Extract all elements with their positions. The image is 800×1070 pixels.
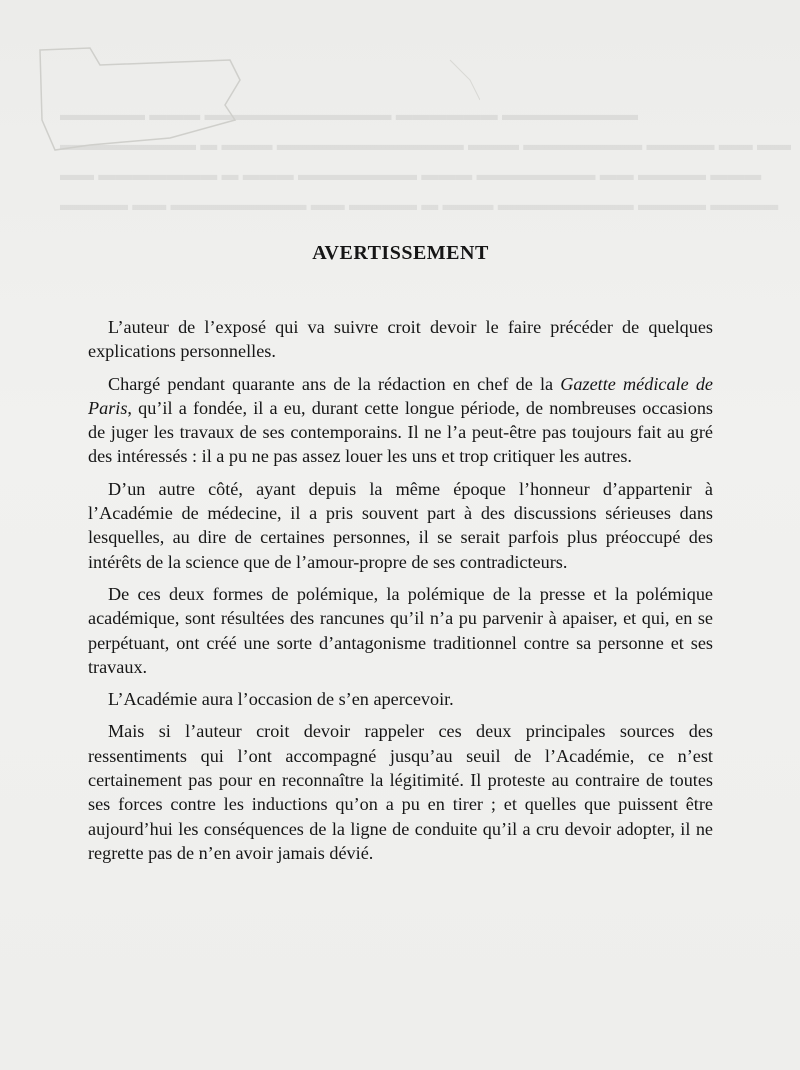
page-title: AVERTISSEMENT — [312, 242, 489, 264]
paragraph: Mais si l’auteur croit devoir rappeler ces deux principales sources des ressentiments qui l’ont accompagné jusqu’au seuil de l’Académie, ce n’est certainement pas pour en reconnaître la légitimité. Il proteste au contraire de toutes ses forces contre les inductions qu’on a pu en tirer ; et quelles que puissent être aujourd’hui les conséquences de la ligne de conduite qu’il a cru devoir adopter, il ne regrette pas de n’en avoir jamais dévié. — [88, 721, 713, 863]
paragraph: De ces deux formes de polémique, la polémique de la presse et la polémique académique, sont résultées des rancunes qu’il n’a pu parvenir à apaiser, et qui, en se perpétuant, ont créé une sorte d’antagonisme traditionnel contre sa personne et ses travaux. — [88, 583, 713, 677]
paragraph: L’Académie aura l’occasion de s’en apercevoir. — [108, 689, 454, 710]
show-through-texture: ▬▬▬▬▬ ▬▬▬ ▬▬▬▬▬▬▬▬▬▬▬ ▬▬▬▬▬▬ ▬▬▬▬▬▬▬▬ ▬▬▬▬▬▬▬▬ ▬ ▬▬▬ ▬▬▬▬▬▬▬▬▬▬▬ ▬▬▬ ▬▬▬▬▬▬▬ ▬▬▬▬ ▬▬ ▬▬ ▬▬ ▬▬▬▬▬▬▬ ▬ ▬▬▬ ▬▬▬▬▬▬▬ ▬▬▬ ▬▬▬▬▬▬▬ ▬▬ ▬▬▬▬ ▬▬▬ ▬▬▬▬ ▬▬ ▬▬▬▬▬▬▬▬ ▬▬ ▬▬▬▬ ▬ ▬▬▬ ▬▬▬▬▬▬▬▬ ▬▬▬▬ ▬▬▬▬ — [60, 105, 791, 214]
paragraph: Chargé pendant quarante ans de la rédaction en chef de la Gazette médicale de Paris, qu’il a fondée, il a eu, durant cette longue période, de nombreuses occasions de juger les travaux de ses contemporains. Il ne l’a peut-être pas toujours fait au gré des intéressés : il a pu ne pas assez louer les uns et trop critiquer les autres. — [88, 373, 714, 467]
paragraph: D’un autre côté, ayant depuis la même époque l’honneur d’appartenir à l’Académie de médecine, il a pris souvent part à des discussions sérieuses dans lesquelles, au dire de certaines personnes, il se serait parfois plus préoccupé des intérêts de la science que de l’amour-propre de ses contradicteurs. — [88, 478, 713, 572]
body-text — [88, 315, 713, 873]
paragraph: L’auteur de l’exposé qui va suivre croit devoir le faire précéder de quelques explications personnelles. — [88, 317, 713, 362]
